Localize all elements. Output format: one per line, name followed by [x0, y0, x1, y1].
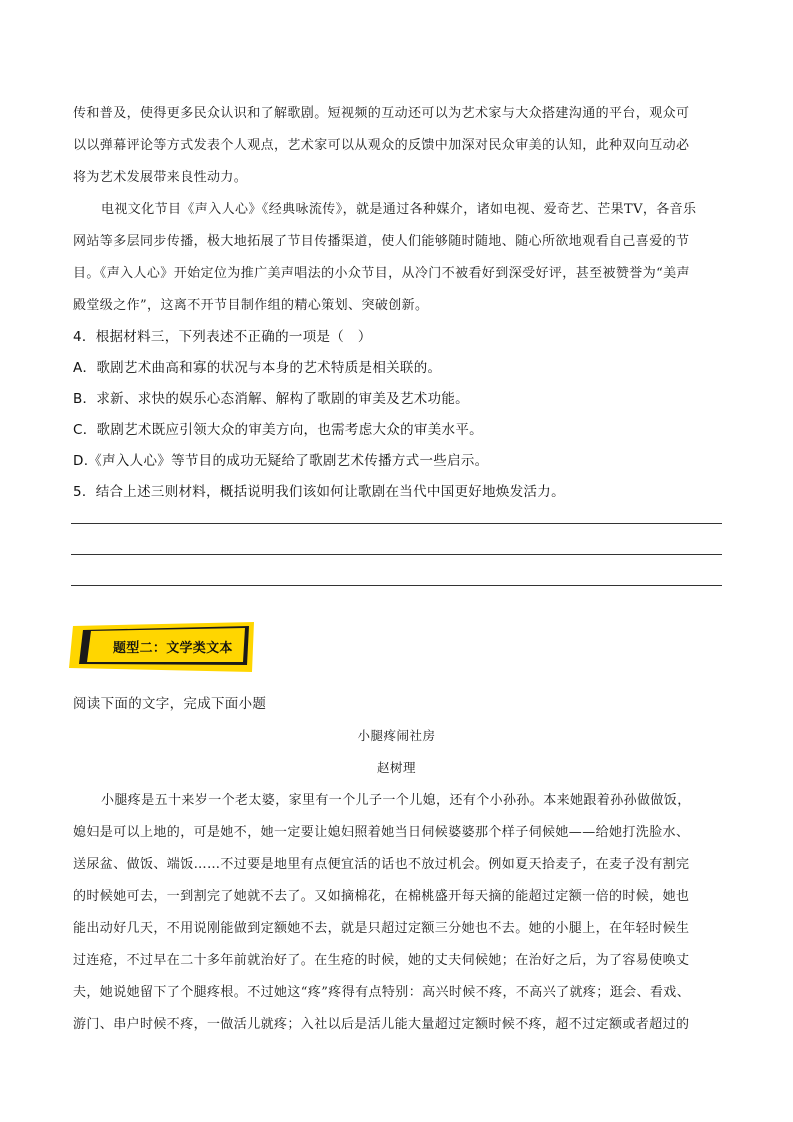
question-4-option-b: B．求新、求快的娱乐心态消解、解构了歌剧的审美及艺术功能。 — [73, 391, 469, 407]
story-text-line: 媳妇是可以上地的，可是她不，她一定要让媳妇照着她当日伺候婆婆那个样子伺候她——给她打洗脸水、 — [73, 825, 690, 840]
section-banner — [69, 622, 254, 672]
story-text-line: 游门、串户时候不疼，一做活儿就疼；入社以后是活儿能大量超过定额时候不疼，超不过定额或者超过的 — [73, 1017, 690, 1032]
answer-line[interactable] — [71, 523, 722, 524]
story-author: 赵树理 — [376, 760, 416, 775]
answer-line[interactable] — [71, 554, 722, 555]
story-text-line: 能出动好几天，不用说刚能做到定额她不去，就是只超过定额三分她也不去。她的小腿上，在年轻时候生 — [73, 921, 690, 936]
answer-line[interactable] — [71, 585, 722, 586]
material-text-line: 电视文化节目《声入人心》《经典咏流传》，就是通过各种媒介，诸如电视、爱奇艺、芒果TV，各音乐 — [101, 202, 697, 217]
story-text-line: 夫，她说她留下了个腿疼根。不过她这“疼”疼得有点特别：高兴时候不疼，不高兴了就疼；逛会、看戏、 — [73, 985, 691, 1000]
material-text-line: 以以弹幕评论等方式发表个人观点，艺术家可以从观众的反馈中加深对民众审美的认知，此种双向互动必 — [73, 138, 690, 153]
question-4-option-c: C．歌剧艺术既应引领大众的审美方向，也需考虑大众的审美水平。 — [73, 422, 483, 438]
section-banner-label: 题型二：文学类文本 — [113, 641, 233, 656]
reading-instruction: 阅读下面的文字，完成下面小题 — [73, 696, 267, 712]
story-text-line: 送尿盆、做饭、端饭……不过要是地里有点便宜活的话也不放过机会。例如夏天拾麦子，在麦子没有割完 — [73, 857, 690, 872]
story-text-line: 的时候她可去，一到割完了她就不去了。又如摘棉花，在棉桃盛开每天摘的能超过定额一倍的时候，她也 — [73, 889, 690, 904]
story-text-line: 小腿疼是五十来岁一个老太婆，家里有一个儿子一个儿媳，还有个小孙孙。本来她跟着孙孙做做饭， — [101, 793, 691, 808]
material-text-line: 网站等多层同步传播，极大地拓展了节目传播渠道，使人们能够随时随地、随心所欲地观看自己喜爱的节 — [73, 234, 690, 249]
question-4-option-d: D.《声入人心》等节目的成功无疑给了歌剧艺术传播方式一些启示。 — [73, 453, 489, 469]
material-text-line: 殿堂级之作”，这离不开节目制作组的精心策划、突破创新。 — [73, 298, 429, 313]
question-5-stem: 5．结合上述三则材料，概括说明我们该如何让歌剧在当代中国更好地焕发活力。 — [73, 484, 565, 500]
question-4-option-a: A．歌剧艺术曲高和寡的状况与本身的艺术特质是相关联的。 — [73, 360, 442, 376]
material-text-line: 传和普及，使得更多民众认识和了解歌剧。短视频的互动还可以为艺术家与大众搭建沟通的平台，观众可 — [73, 106, 690, 121]
story-title: 小腿疼闹社房 — [357, 728, 436, 743]
story-text-line: 过连疮，不过早在二十多年前就治好了。在生疮的时候，她的丈夫伺候她；在治好之后，为了容易使唤丈 — [73, 953, 690, 968]
material-text-line: 将为艺术发展带来良性动力。 — [73, 170, 248, 185]
question-4-stem: 4．根据材料三，下列表述不正确的一项是（ ） — [73, 329, 372, 345]
material-text-line: 目。《声入人心》开始定位为推广美声唱法的小众节目，从冷门不被看好到深受好评，甚至被赞誉为“美声 — [73, 266, 690, 281]
